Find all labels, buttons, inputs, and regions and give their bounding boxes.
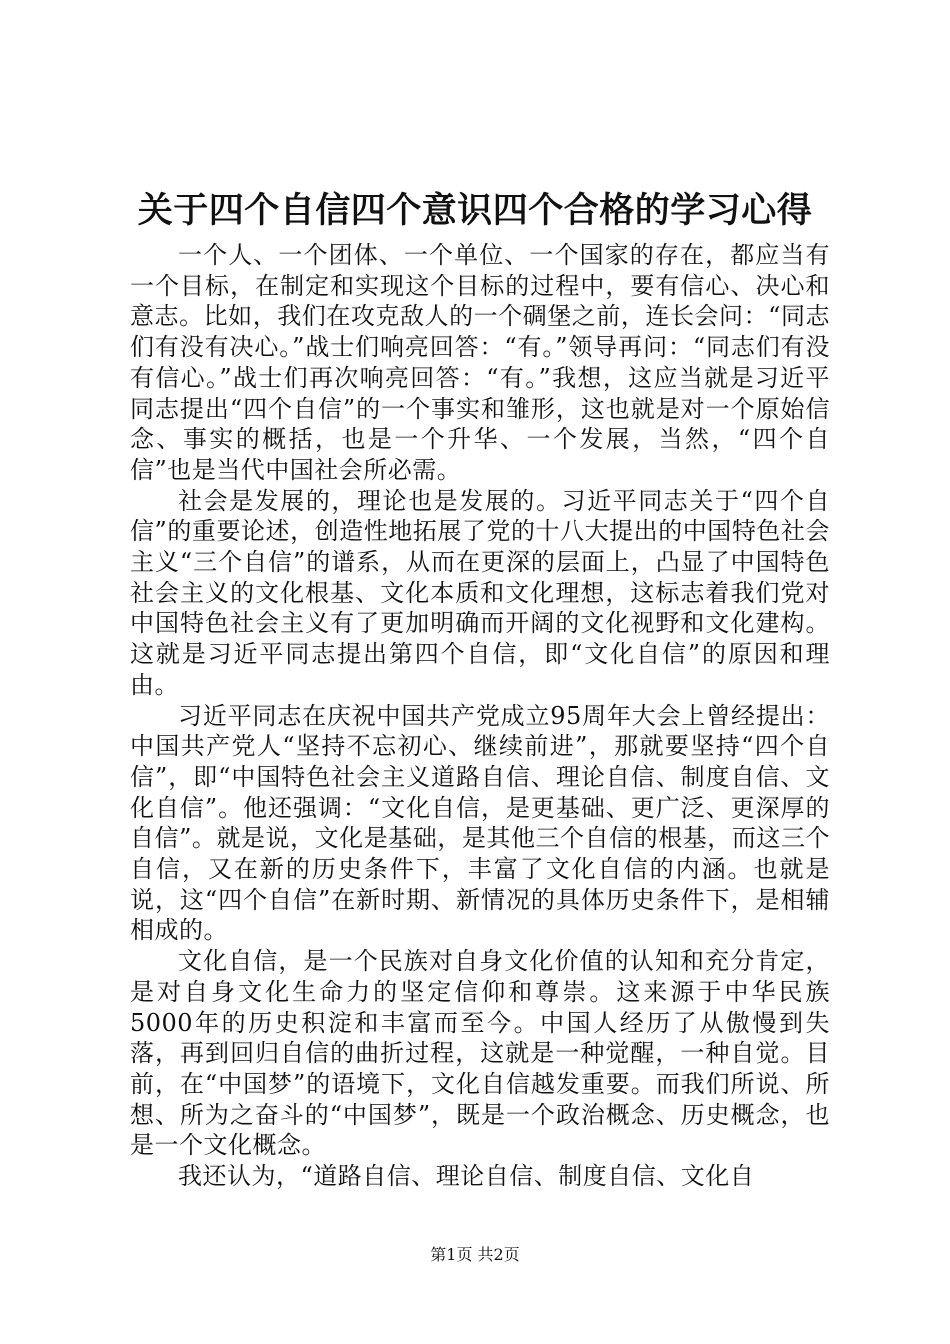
page-footer: 第1页 共2页 [430, 1245, 520, 1264]
paragraph: 社会是发展的，理论也是发展的。习近平同志关于“四个自信”的重要论述，创造性地拓展了党的十八大提出的中国特色社会主义“三个自信”的谱系，从而在更深的层面上，凸显了中国特色社会主义的文化根基、文化本质和文化理想，这标志着我们党对中国特色社会主义有了更加明确而开阔的文化视野和文化建构。这就是习近平同志提出第四个自信，即“文化自信”的原因和理由。 [130, 486, 830, 699]
document-title: 关于四个自信四个意识四个合格的学习心得 [137, 190, 813, 231]
document-body [130, 240, 830, 1192]
paragraph: 一个人、一个团体、一个单位、一个国家的存在，都应当有一个目标，在制定和实现这个目标的过程中，要有信心、决心和意志。比如，我们在攻克敌人的一个碉堡之前，连长会问：“同志们有没有决心。”战士们响亮回答：“有。”领导再问：“同志们有没有信心。”战士们再次响亮回答：“有。”我想，这应当就是习近平同志提出“四个自信”的一个事实和雏形，这也就是对一个原始信念、事实的概括，也是一个升华、一个发展，当然，“四个自信”也是当代中国社会所必需。 [130, 241, 830, 484]
paragraph: 习近平同志在庆祝中国共产党成立95周年大会上曾经提出：中国共产党人“坚持不忘初心、继续前进”，那就要坚持“四个自信”，即“中国特色社会主义道路自信、理论自信、制度自信、文化自信”。他还强调：“文化自信，是更基础、更广泛、更深厚的自信”。就是说，文化是基础，是其他三个自信的根基，而这三个自信，又在新的历史条件下，丰富了文化自信的内涵。也就是说，这“四个自信”在新时期、新情况的具体历史条件下，是相辅相成的。 [130, 701, 830, 945]
paragraph: 我还认为，“道路自信、理论自信、制度自信、文化自 [178, 1162, 755, 1191]
paragraph: 文化自信，是一个民族对自身文化价值的认知和充分肯定，是对自身文化生命力的坚定信仰和尊崇。这来源于中华民族5000年的历史积淀和丰富而至今。中国人经历了从傲慢到失落，再到回归自信的曲折过程，这就是一种觉醒，一种自觉。目前，在“中国梦”的语境下，文化自信越发重要。而我们所说、所想、所为之奋斗的“中国梦”，既是一个政治概念、历史概念，也是一个文化概念。 [130, 947, 830, 1160]
